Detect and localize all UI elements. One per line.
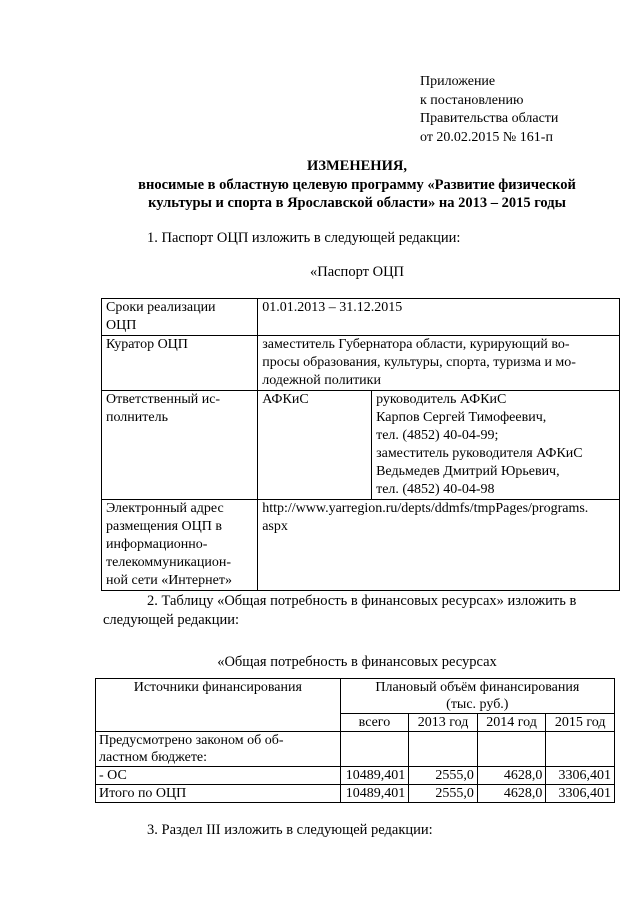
table-cell: 3306,401 bbox=[546, 785, 615, 803]
table-cell bbox=[372, 391, 620, 500]
title-line: ИЗМЕНЕНИЯ, bbox=[307, 158, 407, 174]
cell-text: лодежной политики bbox=[262, 373, 381, 388]
passport-caption: «Паспорт ОЦП bbox=[309, 264, 405, 280]
title-line: вносимые в областную целевую программу «Развитие физической bbox=[138, 176, 576, 193]
table-cell bbox=[409, 732, 478, 767]
cell-text: телекоммуникацион- bbox=[106, 555, 232, 570]
appendix-line: Приложение bbox=[420, 74, 496, 89]
table-row bbox=[102, 500, 620, 591]
cell-text: информационно- bbox=[106, 537, 208, 552]
appendix-line: Правительства области bbox=[420, 111, 559, 126]
header-cell: 2013 год bbox=[409, 714, 478, 732]
table-cell: 10489,401 bbox=[340, 767, 409, 785]
url-text: http://www.yarregion.ru/depts/ddmfs/tmpPages/programs. bbox=[262, 501, 589, 516]
table-cell bbox=[96, 732, 341, 767]
table-row bbox=[96, 732, 615, 767]
cell-text: ной сети «Интернет» bbox=[106, 573, 232, 588]
appendix-date-line: от 20.02.2015 № 161-п bbox=[420, 129, 553, 145]
table-row bbox=[102, 336, 620, 391]
table-row bbox=[102, 299, 620, 336]
finance-caption: «Общая потребность в финансовых ресурсах bbox=[217, 654, 497, 670]
table-cell: - ОС bbox=[96, 767, 341, 785]
table-cell bbox=[258, 500, 620, 591]
header-text: Плановый объём финансирования bbox=[375, 680, 580, 695]
cell-text: размещения ОЦП в bbox=[106, 519, 222, 534]
table-cell bbox=[102, 299, 258, 336]
cell-text: Ответственный ис- bbox=[106, 392, 221, 407]
table-cell: 10489,401 bbox=[340, 785, 409, 803]
table-cell bbox=[477, 732, 546, 767]
table-cell: 2555,0 bbox=[409, 785, 478, 803]
table-cell: 2555,0 bbox=[409, 767, 478, 785]
cell-text: руководитель АФКиС bbox=[376, 392, 507, 407]
appendix-header bbox=[420, 73, 558, 147]
cell-text: Карпов Сергей Тимофеевич, bbox=[376, 410, 547, 425]
paragraph-1: 1. Паспорт ОЦП изложить в следующей редакции: bbox=[147, 230, 461, 246]
title-line: культуры и спорта в Ярославской области» на 2013 – 2015 годы bbox=[148, 195, 566, 211]
cell-text: полнитель bbox=[106, 410, 168, 425]
appendix-line: к постановлению bbox=[420, 92, 524, 108]
header-cell bbox=[340, 679, 614, 714]
table-cell: 4628,0 bbox=[477, 785, 546, 803]
paragraph-3: 3. Раздел III изложить в следующей редакции: bbox=[147, 822, 433, 838]
table-cell: Куратор ОЦП bbox=[102, 336, 258, 391]
cell-text: ОЦП bbox=[106, 318, 137, 333]
table-cell bbox=[102, 500, 258, 591]
cell-text: Ведьмедев Дмитрий Юрьевич, bbox=[376, 464, 560, 479]
paragraph-line: 2. Таблицу «Общая потребность в финансовых ресурсах» изложить в bbox=[147, 593, 577, 609]
table-cell bbox=[258, 336, 620, 391]
cell-text: тел. (4852) 40-04-98 bbox=[376, 482, 495, 497]
passport-table bbox=[101, 298, 620, 591]
header-cell: всего bbox=[340, 714, 409, 732]
table-cell: АФКиС bbox=[258, 391, 372, 500]
paragraph-line: следующей редакции: bbox=[103, 612, 240, 628]
table-row bbox=[102, 391, 620, 500]
header-cell: 2015 год bbox=[546, 714, 615, 732]
cell-text: ластном бюджете: bbox=[99, 750, 208, 765]
table-cell bbox=[340, 732, 409, 767]
cell-text: просы образования, культуры, спорта, туризма и мо- bbox=[262, 355, 576, 370]
cell-text: заместитель руководителя АФКиС bbox=[376, 446, 583, 461]
table-row bbox=[96, 767, 615, 785]
finance-table bbox=[95, 678, 615, 803]
header-cell: 2014 год bbox=[477, 714, 546, 732]
header-text: (тыс. руб.) bbox=[446, 697, 509, 712]
table-row bbox=[96, 785, 615, 803]
table-cell: Итого по ОЦП bbox=[96, 785, 341, 803]
table-cell: 4628,0 bbox=[477, 767, 546, 785]
header-cell: Источники финансирования bbox=[96, 679, 341, 732]
cell-text: тел. (4852) 40-04-99; bbox=[376, 428, 499, 443]
cell-text: Электронный адрес bbox=[106, 501, 224, 516]
table-cell bbox=[102, 391, 258, 500]
paragraph-2 bbox=[103, 592, 623, 630]
cell-text: Сроки реализации bbox=[106, 300, 216, 315]
cell-text: заместитель Губернатора области, курирующий во- bbox=[262, 337, 570, 352]
table-cell bbox=[546, 732, 615, 767]
document-title bbox=[0, 157, 640, 213]
cell-text: Предусмотрено законом об об- bbox=[99, 733, 284, 748]
url-text: aspx bbox=[262, 519, 288, 534]
table-cell: 01.01.2013 – 31.12.2015 bbox=[258, 299, 620, 336]
table-row bbox=[96, 679, 615, 714]
table-cell: 3306,401 bbox=[546, 767, 615, 785]
